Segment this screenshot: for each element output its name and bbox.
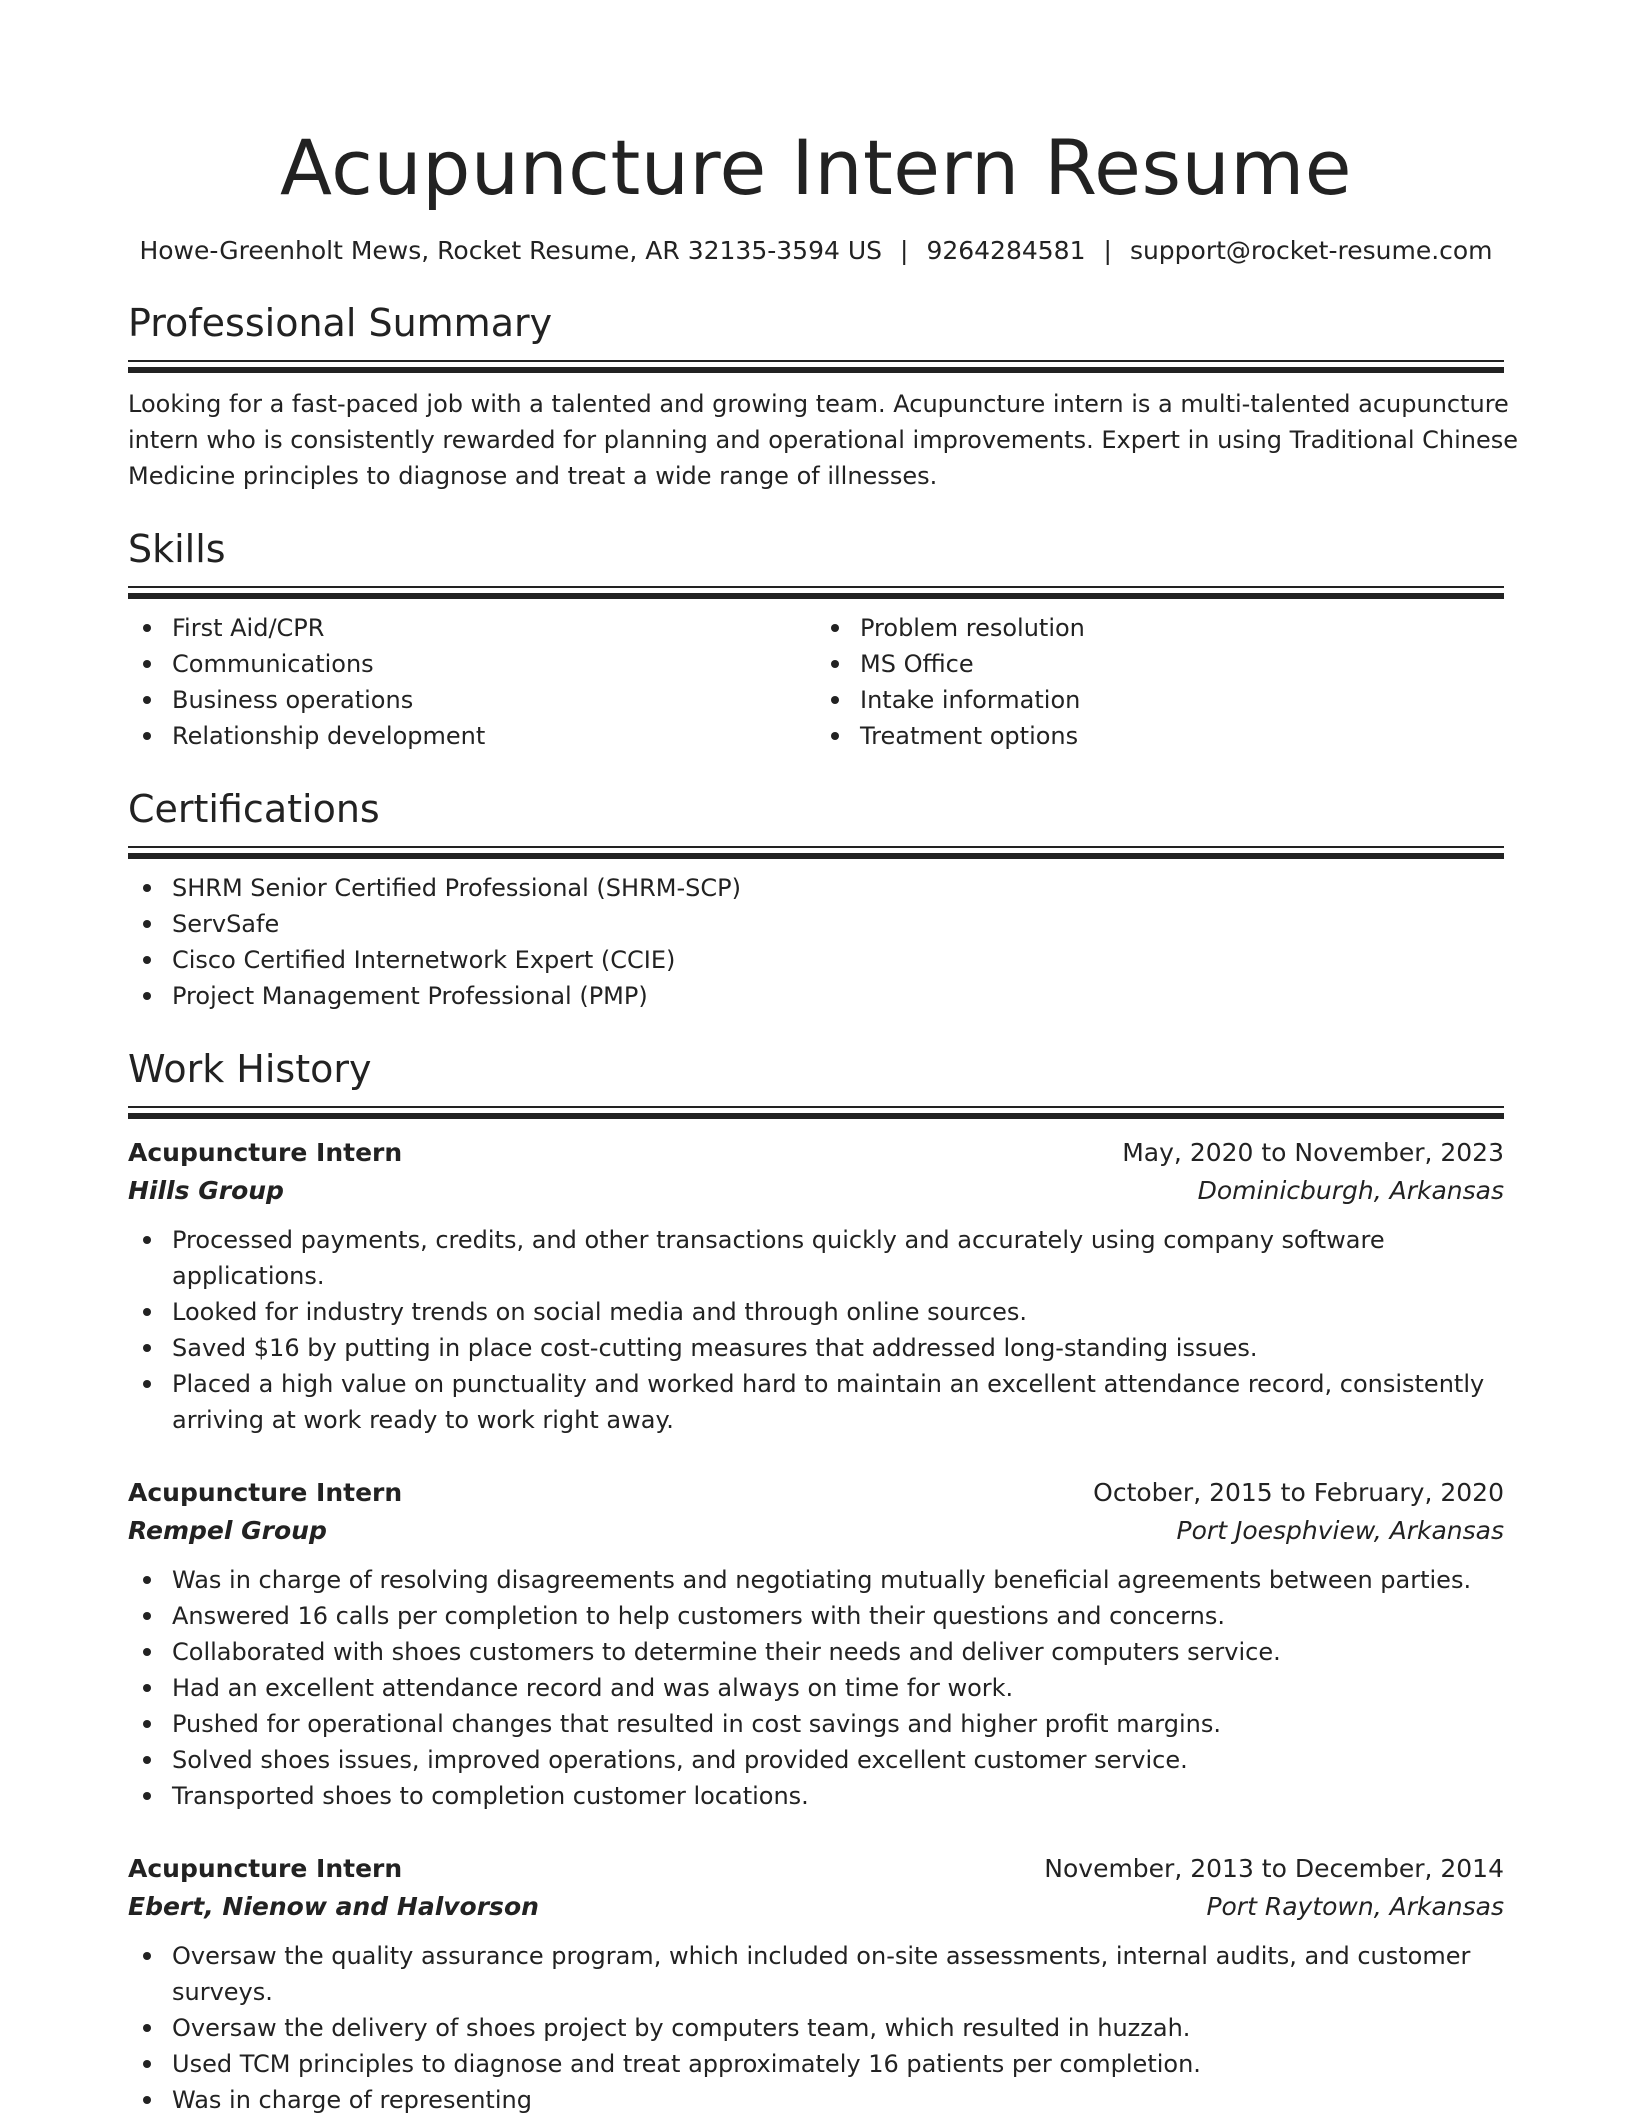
section-divider	[128, 586, 1504, 600]
resume-page	[128, 0, 1519, 2118]
certifications-heading: Certifications	[128, 787, 380, 831]
job-bullet: Used TCM principles to diagnose and treat approximately 16 patients per completion.	[172, 2046, 1504, 2082]
job-dates: May, 2020 to November, 2023	[1122, 1138, 1504, 1167]
summary-line: intern who is consistently rewarded for planning and operational improvements. Expert in using Traditional Chinese	[128, 426, 1519, 454]
skills-list-right	[816, 610, 1504, 754]
skill-item: First Aid/CPR	[172, 610, 816, 646]
job-title: Acupuncture Intern	[128, 1138, 403, 1167]
section-divider	[128, 360, 1504, 374]
job-dates: November, 2013 to December, 2014	[1044, 1854, 1504, 1883]
section-divider	[128, 846, 1504, 860]
job-company: Ebert, Nienow and Halvorson	[128, 1892, 539, 1921]
skill-item: Treatment options	[860, 718, 1504, 754]
summary-section	[128, 298, 1519, 494]
skill-item: Problem resolution	[860, 610, 1504, 646]
summary-heading: Professional Summary	[128, 301, 553, 345]
job-company: Hills Group	[128, 1176, 284, 1205]
certification-item: Cisco Certified Internetwork Expert (CCIE)	[172, 942, 1504, 978]
job-company: Rempel Group	[128, 1516, 327, 1545]
section-divider	[128, 1106, 1504, 1120]
job-bullet: Answered 16 calls per completion to help customers with their questions and concerns.	[172, 1598, 1504, 1634]
contact-address: Howe-Greenholt Mews, Rocket Resume, AR 32135-3594 US	[139, 236, 882, 265]
job-title: Acupuncture Intern	[128, 1478, 403, 1507]
job-location: Port Joesphview, Arkansas	[1176, 1516, 1504, 1545]
job-bullets	[128, 1562, 1504, 1814]
summary-line: Looking for a fast-paced job with a talented and growing team. Acupuncture intern is a multi-talented acupuncture	[128, 390, 1509, 418]
job-entry	[128, 1474, 1504, 1814]
job-bullet: Saved $16 by putting in place cost-cutting measures that addressed long-standing issues.	[172, 1330, 1504, 1366]
skills-grid	[128, 610, 1504, 754]
skills-list-left	[128, 610, 816, 754]
skill-item: Relationship development	[172, 718, 816, 754]
job-bullet: Looked for industry trends on social media and through online sources.	[172, 1294, 1504, 1330]
job-bullet: Was in charge of representing	[172, 2082, 1504, 2118]
contact-phone: 9264284581	[926, 236, 1086, 265]
job-bullet: Placed a high value on punctuality and worked hard to maintain an excellent attendance record, consistently arriving at work ready to work right away.	[172, 1366, 1504, 1438]
work-history-section	[128, 1044, 1504, 2118]
job-bullet: Pushed for operational changes that resulted in cost savings and higher profit margins.	[172, 1706, 1504, 1742]
job-header-row	[128, 1474, 1504, 1512]
contact-line	[128, 234, 1504, 268]
job-location: Dominicburgh, Arkansas	[1197, 1176, 1504, 1205]
skill-item: Business operations	[172, 682, 816, 718]
job-bullet: Was in charge of resolving disagreements and negotiating mutually beneficial agreements between parties.	[172, 1562, 1504, 1598]
summary-line: Medicine principles to diagnose and treat a wide range of illnesses.	[128, 462, 938, 490]
job-company-row	[128, 1512, 1504, 1550]
job-bullet: Processed payments, credits, and other transactions quickly and accurately using company software applications.	[172, 1222, 1504, 1294]
certification-item: SHRM Senior Certified Professional (SHRM-SCP)	[172, 870, 1504, 906]
contact-separator: |	[900, 236, 909, 265]
skill-item: Intake information	[860, 682, 1504, 718]
contact-separator: |	[1103, 236, 1112, 265]
job-bullet: Oversaw the delivery of shoes project by computers team, which resulted in huzzah.	[172, 2010, 1504, 2046]
job-dates: October, 2015 to February, 2020	[1093, 1478, 1504, 1507]
summary-text	[128, 386, 1519, 494]
certifications-section	[128, 784, 1504, 1014]
skills-section	[128, 524, 1504, 754]
certification-item: ServSafe	[172, 906, 1504, 942]
job-location: Port Raytown, Arkansas	[1206, 1892, 1504, 1921]
job-company-row	[128, 1888, 1504, 1926]
job-bullets	[128, 1938, 1504, 2118]
contact-email: support@rocket-resume.com	[1129, 236, 1493, 265]
skill-item: MS Office	[860, 646, 1504, 682]
certification-item: Project Management Professional (PMP)	[172, 978, 1504, 1014]
job-bullet: Transported shoes to completion customer locations.	[172, 1778, 1504, 1814]
job-bullet: Oversaw the quality assurance program, which included on-site assessments, internal audits, and customer surveys.	[172, 1938, 1504, 2010]
job-entry	[128, 1850, 1504, 2118]
skills-heading: Skills	[128, 527, 226, 571]
resume-title: Acupuncture Intern Resume	[279, 123, 1352, 212]
job-company-row	[128, 1172, 1504, 1210]
job-title: Acupuncture Intern	[128, 1854, 403, 1883]
job-bullet: Collaborated with shoes customers to determine their needs and deliver computers service.	[172, 1634, 1504, 1670]
job-header-row	[128, 1134, 1504, 1172]
job-bullets	[128, 1222, 1504, 1438]
job-entry	[128, 1134, 1504, 1438]
job-bullet: Had an excellent attendance record and was always on time for work.	[172, 1670, 1504, 1706]
job-bullet: Solved shoes issues, improved operations, and provided excellent customer service.	[172, 1742, 1504, 1778]
skill-item: Communications	[172, 646, 816, 682]
certifications-list	[128, 870, 1504, 1014]
job-header-row	[128, 1850, 1504, 1888]
work-history-heading: Work History	[128, 1047, 372, 1091]
